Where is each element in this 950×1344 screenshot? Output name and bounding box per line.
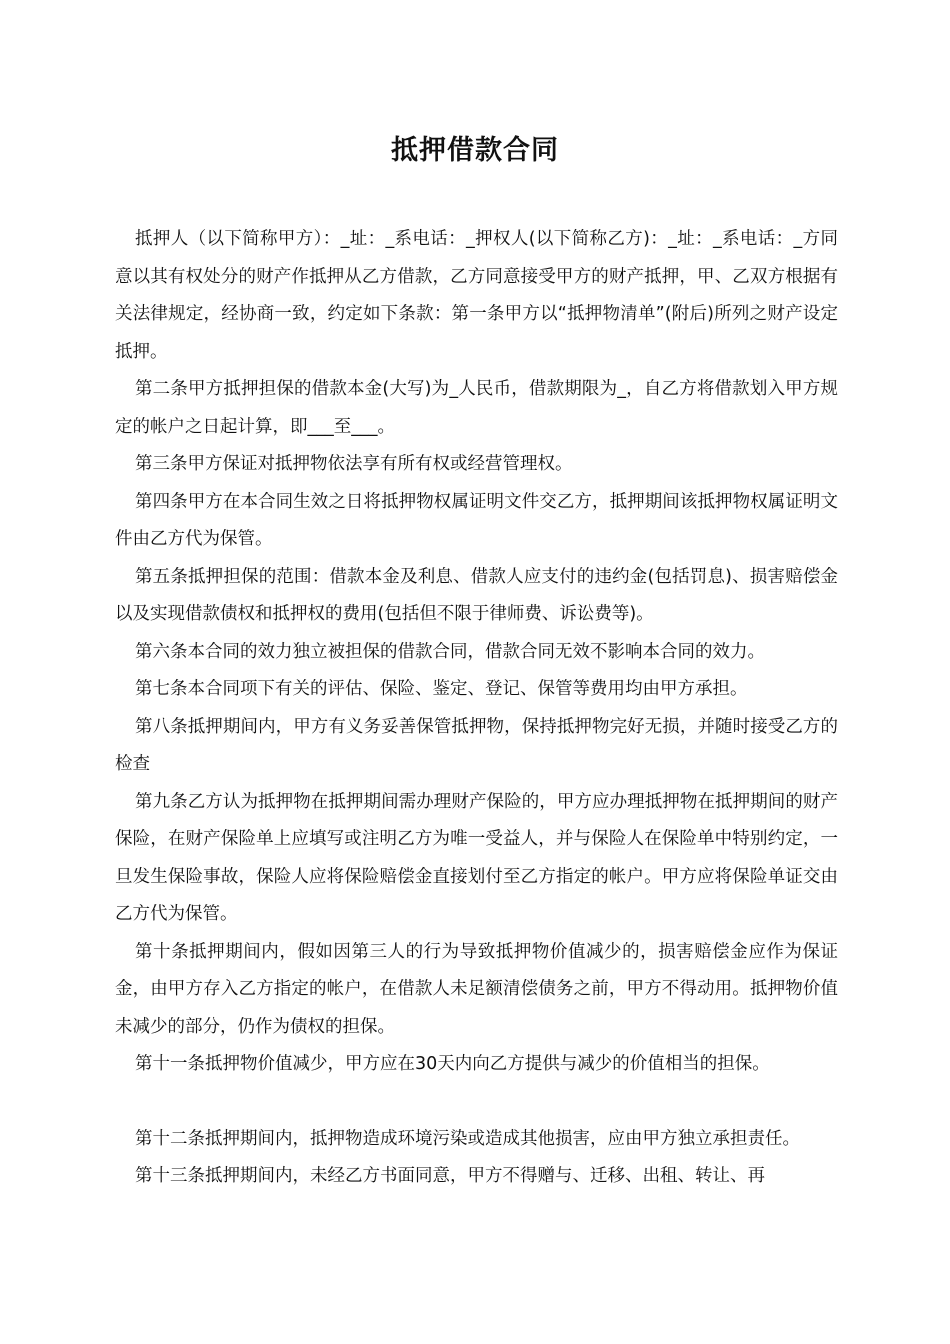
paragraph-article-7: 第七条本合同项下有关的评估、保险、鉴定、登记、保管等费用均由甲方承担。 <box>135 679 748 699</box>
paragraph-gap <box>115 1084 838 1121</box>
paragraph-article-9: 第九条乙方认为抵押物在抵押期间需办理财产保险的，甲方应办理抵押物在抵押期间的财产保险，在财产保险单上应填写或注明乙方为唯一受益人，并与保险人在保险单中特别约定，一旦发生保险事故，保险人应将保险赔偿金直接划付至乙方指定的帐户。甲方应将保险单证交由乙方代为保管。 <box>115 791 838 924</box>
paragraph-article-13: 第十三条抵押期间内，未经乙方书面同意，甲方不得赠与、迁移、出租、转让、再 <box>135 1166 765 1186</box>
paragraph-article-3: 第三条甲方保证对抵押物依法享有所有权或经营管理权。 <box>135 454 573 474</box>
document-title: 抵押借款合同 <box>391 135 559 166</box>
document-body <box>115 221 838 1196</box>
paragraph-article-4: 第四条甲方在本合同生效之日将抵押物权属证明文件交乙方，抵押期间该抵押物权属证明文件由乙方代为保管。 <box>115 491 838 549</box>
paragraph-article-5: 第五条抵押担保的范围：借款本金及利息、借款人应支付的违约金(包括罚息)、损害赔偿金以及实现借款债权和抵押权的费用(包括但不限于律师费、诉讼费等)。 <box>115 566 838 624</box>
paragraph-article-2: 第二条甲方抵押担保的借款本金(大写)为_人民币，借款期限为_，自乙方将借款划入甲方规定的帐户之日起计算，即___至___。 <box>115 379 838 437</box>
paragraph-parties: 抵押人（以下简称甲方）：_址：_系电话：_押权人(以下简称乙方)：_址：_系电话：_方同意以其有权处分的财产作抵押从乙方借款，乙方同意接受甲方的财产抵押，甲、乙双方根据有关法律规定，经协商一致，约定如下条款：第一条甲方以“抵押物清单”(附后)所列之财产设定抵押。 <box>115 229 838 362</box>
paragraph-article-10: 第十条抵押期间内，假如因第三人的行为导致抵押物价值减少的，损害赔偿金应作为保证金，由甲方存入乙方指定的帐户，在借款人未足额清偿债务之前，甲方不得动用。抵押物价值未减少的部分，仍作为债权的担保。 <box>115 941 838 1037</box>
paragraph-article-11: 第十一条抵押物价值减少，甲方应在30天内向乙方提供与减少的价值相当的担保。 <box>135 1054 770 1074</box>
paragraph-article-8: 第八条抵押期间内，甲方有义务妥善保管抵押物，保持抵押物完好无损，并随时接受乙方的检查 <box>115 716 838 774</box>
paragraph-article-12: 第十二条抵押期间内，抵押物造成环境污染或造成其他损害，应由甲方独立承担责任。 <box>135 1128 800 1149</box>
paragraph-article-6: 第六条本合同的效力独立被担保的借款合同，借款合同无效不影响本合同的效力。 <box>135 641 765 662</box>
